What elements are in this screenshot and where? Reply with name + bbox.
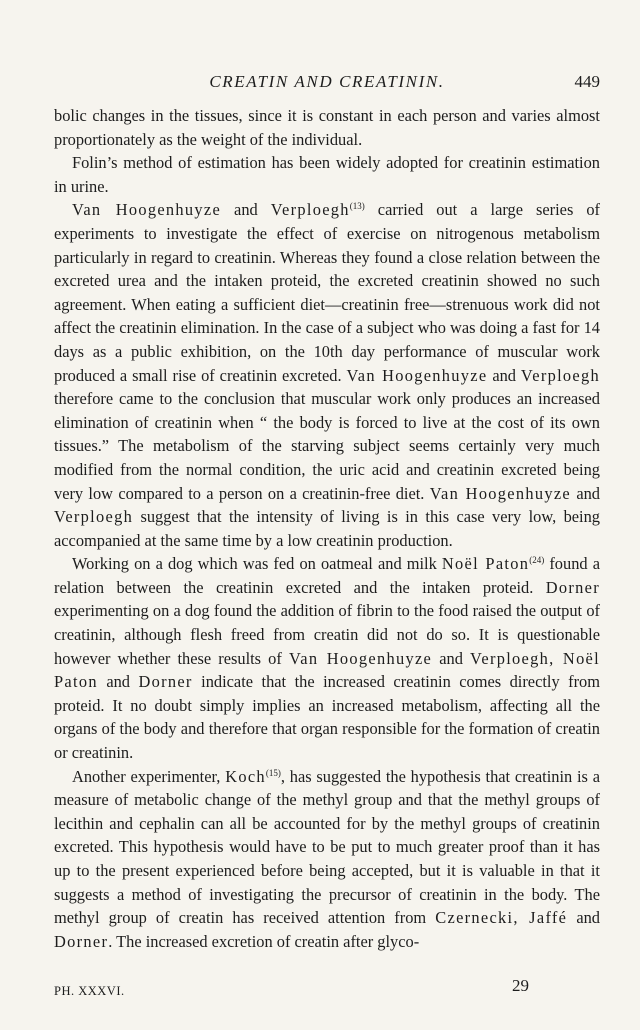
author-name: Dorner xyxy=(545,577,600,597)
text-run: and xyxy=(97,672,139,692)
reference-number: (24) xyxy=(529,555,545,566)
reference-number-value: 13 xyxy=(352,201,362,212)
author-name: Verploegh xyxy=(270,200,350,220)
text-run: experimenting on a dog found the addition of fibrin to the food raised the output of creatinin, although flesh freed from creatin did not do so. It is questionable however whether these results of xyxy=(54,601,600,668)
running-head-title: CREATIN AND CREATININ. xyxy=(209,72,445,91)
reference-number-value: 24 xyxy=(532,555,542,566)
author-name: Dorner xyxy=(54,931,109,951)
author-name: Van Hoogenhuyze xyxy=(288,648,433,668)
text-run: indicate that the increased creatinin comes directly from proteid. It no doubt simply implies an increased metabolism, affecting all the organs of the body and therefore that organ responsible for the formation of creatin or creatinin. xyxy=(54,672,600,763)
text-run: carried out a large series of experiments to investigate the effect of exercise on nitrogenous metabolism particularly in regard to creatinin. Whereas they found a close relation between the excreted urea and the intaken proteid, the excreted creatinin showed no such agreement. When eating a sufficient diet—creatinin free—strenuous work did not affect the creatinin elimination. In the case of a subject who was doing a fast for 14 days as a public exhibition, on the 10th day performance of muscular work produced a small rise of creatinin excreted. xyxy=(54,200,600,385)
author-name: Verploegh xyxy=(54,507,134,527)
author-name: Czernecki, Jaffé xyxy=(435,908,568,928)
page-footer xyxy=(54,976,600,1006)
author-name: Dorner xyxy=(138,672,193,692)
text-run: Folin’s method of estimation has been widely adopted for creatinin estimation in urine. xyxy=(54,153,600,196)
paragraph xyxy=(54,765,600,954)
author-name: Verploegh, Noël Paton xyxy=(54,648,600,692)
running-header xyxy=(54,72,600,96)
reference-number: (13) xyxy=(349,201,365,212)
paragraph xyxy=(54,198,600,552)
text-run: and xyxy=(571,483,600,503)
reference-number: (15) xyxy=(265,767,281,778)
text-run: and xyxy=(487,365,521,385)
author-name: Van Hoogenhuyze xyxy=(346,365,488,385)
text-run: bolic changes in the tissues, since it is constant in each person and varies almost proportionately as the weight of the individual. xyxy=(54,106,600,149)
paragraph xyxy=(54,151,600,198)
text-run: , has suggested the hypothesis that creatinin is a measure of metabolic change of the methyl group and that the methyl groups of lecithin and cephalin can all be accounted for by the methyl groups of creatinin excreted. This hypothesis would have to be put to much greater proof than it has up to the present experienced before being accepted, but it is valuable in that it suggests a method of investigating the precursor of creatinin in the body. The methyl group of creatin has received attention from xyxy=(54,766,600,928)
text-run: suggest that the intensity of living is in this case very low, being accompanied at the same time by a low creatinin production. xyxy=(54,507,600,550)
volume-signature: PH. XXXVI. xyxy=(54,984,125,998)
paragraph xyxy=(54,552,600,764)
author-name: Van Hoogenhuyze xyxy=(429,483,572,503)
paragraph xyxy=(54,104,600,151)
text-run: and xyxy=(567,908,600,928)
author-name: Verploegh xyxy=(520,365,600,385)
reference-number-value: 15 xyxy=(268,767,278,778)
text-run: and xyxy=(221,200,271,220)
text-run: and xyxy=(432,648,471,668)
page-number: 449 xyxy=(574,72,600,91)
author-name: Van Hoogenhuyze xyxy=(72,200,222,220)
text-run: found a relation between the creatinin excreted and the intaken proteid. xyxy=(54,554,600,597)
body-text xyxy=(54,104,600,953)
sheet-number: 29 xyxy=(512,976,529,995)
text-run: Another experimenter, xyxy=(72,766,226,786)
text-run: Working on a dog which was fed on oatmeal and milk xyxy=(72,554,442,574)
author-name: Koch xyxy=(225,766,266,786)
text-run: therefore came to the conclusion that muscular work only produces an increased elimination of creatinin when “ the body is forced to live at the cost of its own tissues.” The metabolism of the starving subject seems certainly very much modified from the normal condition, the uric acid and creatinin excreted being very low compared to a person on a creatinin-free diet. xyxy=(54,389,600,503)
text-run: . The increased excretion of creatin after glyco- xyxy=(108,931,420,951)
author-name: Noël Paton xyxy=(441,554,530,574)
